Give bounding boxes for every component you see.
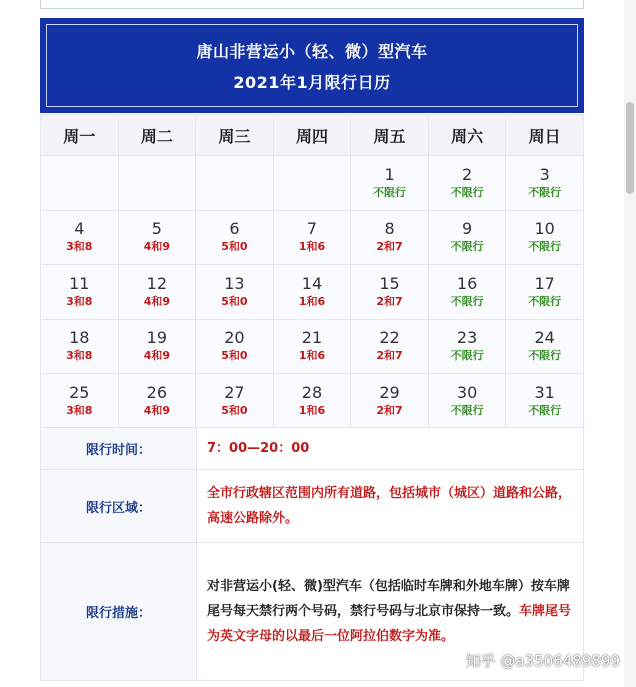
weekday-wednesday: 周三 [196,115,274,156]
day-number: 8 [384,219,395,239]
day-number: 23 [456,328,478,348]
no-restriction-label: 不限行 [528,349,562,363]
calendar-day-cell [428,374,506,429]
day-number: 28 [301,382,323,402]
calendar-day-cell [428,210,506,265]
time-value: 7：00—20：00 [197,428,584,470]
restricted-digits-label: 1和6 [298,403,326,417]
no-restriction-label: 不限行 [450,240,484,254]
calendar-day-cell [351,156,429,211]
restricted-digits-label: 5和0 [221,403,248,417]
calendar-body [41,156,584,429]
calendar-day-cell [118,265,196,320]
restricted-digits-label: 5和0 [221,294,248,308]
zhihu-watermark: 知乎 @a3506489899 [465,652,620,670]
measure-note-text: 车牌尾号为英文字母的以最后一位阿拉伯数字为准。 [207,604,572,644]
calendar-day-cell [41,265,119,320]
time-label: 限行时间： [41,428,197,470]
restricted-digits-label: 1和6 [298,294,326,308]
area-value: 全市行政辖区范围内所有道路，包括城市（城区）道路和公路，高速公路除外。 [197,470,584,543]
weekday-saturday: 周六 [428,115,506,156]
calendar-week-row [41,210,584,265]
calendar-day-cell [196,319,274,374]
day-number: 2 [462,164,473,184]
calendar-day-cell [273,319,351,374]
restricted-digits-label: 3和8 [66,403,93,417]
page-scrollbar[interactable] [624,0,636,687]
no-restriction-label: 不限行 [528,403,562,417]
no-restriction-label: 不限行 [450,349,484,363]
calendar-day-cell [41,156,119,211]
banner-title-line2: 2021年1月限行日历 [233,72,391,92]
calendar-day-cell [351,374,429,429]
calendar-day-cell [428,156,506,211]
calendar-day-cell [351,319,429,374]
banner-frame [46,24,578,107]
day-number: 1 [384,164,395,184]
day-number: 25 [69,382,90,402]
no-restriction-label: 不限行 [528,294,562,308]
day-number: 21 [301,328,323,348]
restricted-digits-label: 5和0 [221,349,248,363]
restricted-digits-label: 2和7 [376,294,403,308]
calendar-day-cell [273,210,351,265]
calendar-week-row [41,319,584,374]
day-number: 4 [74,219,85,239]
restricted-digits-label: 4和9 [143,240,170,254]
weekday-thursday: 周四 [273,115,351,156]
restricted-digits-label: 1和6 [298,240,326,254]
area-label: 限行区域： [41,470,197,543]
day-number: 15 [379,273,400,293]
day-number: 20 [224,328,245,348]
weekday-tuesday: 周二 [118,115,196,156]
calendar-day-cell [506,319,584,374]
calendar-day-cell [506,156,584,211]
no-restriction-label: 不限行 [528,240,562,254]
calendar-day-cell [196,210,274,265]
day-number: 3 [539,164,550,184]
calendar-day-cell [351,265,429,320]
day-number: 6 [229,219,240,239]
day-number: 10 [534,219,555,239]
restricted-digits-label: 2和7 [376,403,403,417]
day-number: 22 [379,328,400,348]
day-number: 9 [462,219,473,239]
no-restriction-label: 不限行 [450,185,484,199]
calendar-day-cell [351,210,429,265]
calendar-day-cell [118,319,196,374]
measure-main-text: 对非营运小(轻、微)型汽车（包括临时车牌和外地车牌）按车牌尾号每天禁行两个号码，禁行号码与北京市保持一致。 [207,579,570,619]
day-number: 30 [456,382,478,402]
info-row-area [41,470,584,543]
day-number: 18 [69,328,90,348]
calendar-day-cell [273,374,351,429]
day-number: 12 [146,273,168,293]
day-number: 5 [151,219,162,239]
calendar-day-cell [506,374,584,429]
day-number: 11 [69,273,90,293]
no-restriction-label: 不限行 [450,294,484,308]
restricted-digits-label: 2和7 [376,349,403,363]
calendar-day-cell [118,210,196,265]
calendar-week-row [41,156,584,211]
day-number: 31 [534,382,555,402]
info-row-time [41,428,584,470]
restricted-digits-label: 5和0 [221,240,248,254]
calendar-day-cell [196,156,274,211]
restricted-digits-label: 3和8 [66,240,93,254]
restricted-digits-label: 2和7 [376,240,403,254]
calendar-day-cell [196,265,274,320]
calendar-day-cell [41,210,119,265]
measure-label: 限行措施： [41,543,197,681]
day-number: 24 [534,328,555,348]
restricted-digits-label: 4和9 [143,349,170,363]
no-restriction-label: 不限行 [450,403,484,417]
calendar-day-cell [273,156,351,211]
calendar-day-cell [273,265,351,320]
weekday-header-row [41,115,584,156]
restricted-digits-label: 1和6 [298,349,326,363]
restricted-digits-label: 3和8 [66,294,93,308]
calendar-day-cell [428,319,506,374]
day-number: 26 [146,382,168,402]
weekday-sunday: 周日 [506,115,584,156]
calendar-day-cell [196,374,274,429]
weekday-monday: 周一 [41,115,119,156]
banner-title-line1: 唐山非营运小（轻、微）型汽车 [196,41,428,61]
day-number: 29 [379,382,400,402]
weekday-friday: 周五 [351,115,429,156]
calendar-week-row [41,374,584,429]
day-number: 13 [224,273,245,293]
day-number: 19 [146,328,168,348]
restricted-digits-label: 4和9 [143,403,170,417]
calendar-day-cell [41,374,119,429]
calendar-day-cell [118,156,196,211]
day-number: 16 [456,273,478,293]
restriction-calendar [40,114,584,429]
no-restriction-label: 不限行 [373,185,407,199]
calendar-banner [40,18,584,113]
restriction-info-table [40,427,584,681]
calendar-day-cell [428,265,506,320]
day-number: 17 [534,273,555,293]
scrollbar-thumb[interactable] [626,102,634,194]
calendar-day-cell [506,210,584,265]
calendar-day-cell [118,374,196,429]
calendar-week-row [41,265,584,320]
no-restriction-label: 不限行 [528,185,562,199]
day-number: 14 [301,273,323,293]
calendar-day-cell [41,319,119,374]
day-number: 7 [306,219,318,239]
restricted-digits-label: 3和8 [66,349,93,363]
calendar-day-cell [506,265,584,320]
day-number: 27 [224,382,245,402]
previous-section-edge [40,0,584,9]
restricted-digits-label: 4和9 [143,294,170,308]
